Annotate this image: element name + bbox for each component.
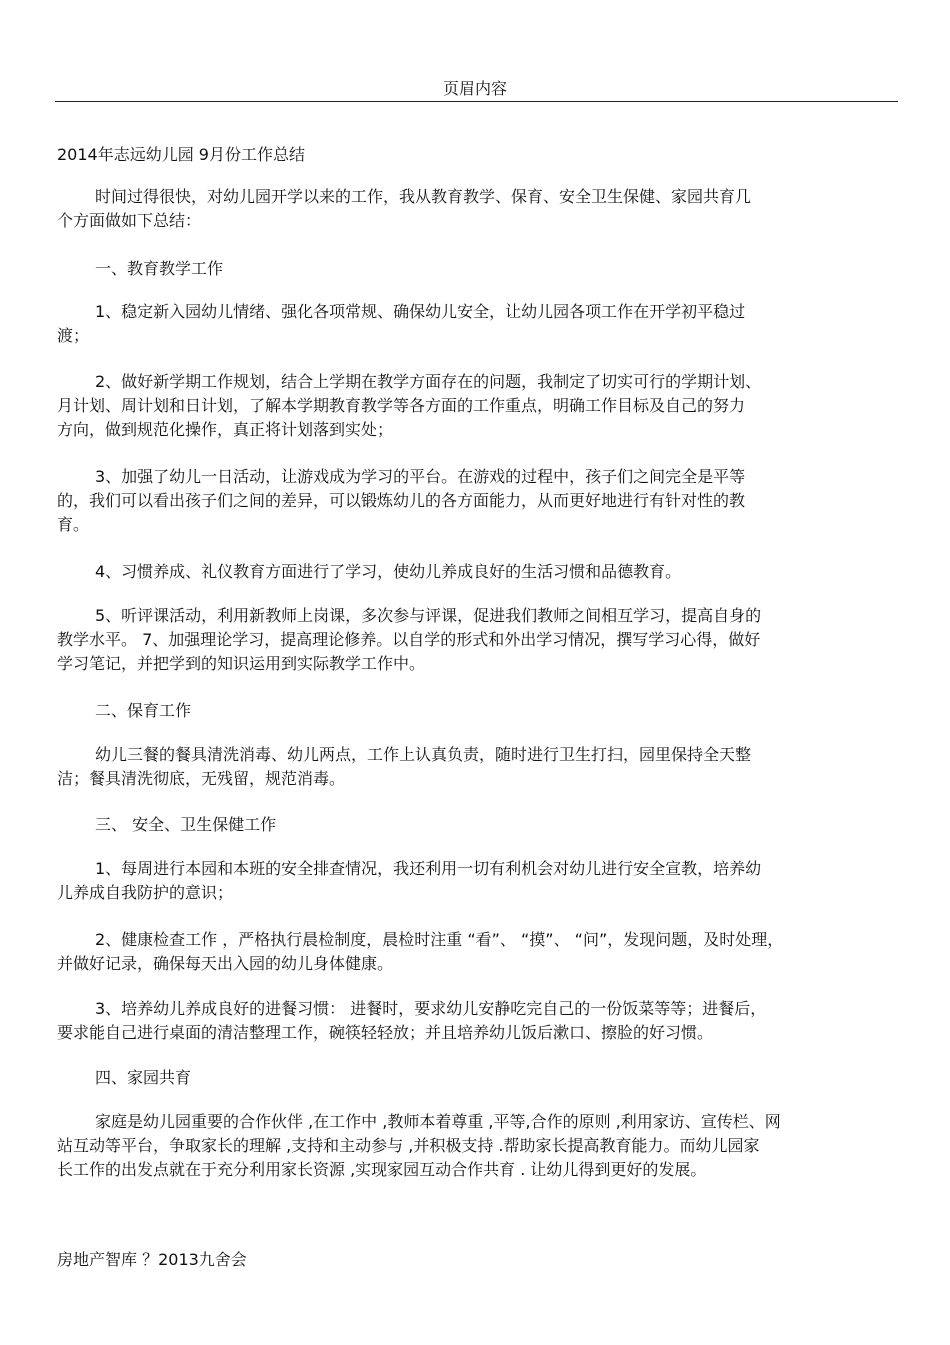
paragraph-line: 3、加强了幼儿一日活动，让游戏成为学习的平台。在游戏的过程中，孩子们之间完全是平等 bbox=[95, 467, 746, 486]
paragraph-line: 洁；餐具清洗彻底，无残留，规范消毒。 bbox=[57, 769, 346, 788]
section-2-paragraph bbox=[57, 743, 887, 791]
section-4-paragraph bbox=[57, 1110, 887, 1182]
paragraph-line: 的，我们可以看出孩子们之间的差异，可以锻炼幼儿的各方面能力，从而更好地进行有针对性的教 bbox=[57, 491, 746, 510]
paragraph-line: 3、培养幼儿养成良好的进餐习惯： 进餐时，要求幼儿安静吃完自己的一份饭菜等等；进餐后， bbox=[95, 999, 767, 1018]
paragraph-line: 育。 bbox=[57, 515, 90, 534]
paragraph-line: 并做好记录，确保每天出入园的幼儿身体健康。 bbox=[57, 954, 394, 973]
section-1-item-2 bbox=[57, 370, 887, 442]
section-2-heading: 二、保育工作 bbox=[95, 701, 192, 720]
paragraph-line: 渡； bbox=[57, 326, 90, 345]
paragraph-line: 学习笔记，并把学到的知识运用到实际教学工作中。 bbox=[57, 654, 426, 673]
intro-paragraph bbox=[57, 185, 887, 233]
section-3-item-2 bbox=[57, 928, 887, 976]
section-3-item-1 bbox=[57, 857, 887, 905]
section-1-item-5 bbox=[57, 604, 887, 676]
paragraph-line: 月计划、周计划和日计划，了解本学期教育教学等各方面的工作重点，明确工作目标及自己的努力 bbox=[57, 396, 746, 415]
intro-line: 个方面做如下总结： bbox=[57, 211, 202, 230]
section-heading bbox=[57, 813, 887, 837]
page-footer-text: 房地产智库 ？2013九舍会 bbox=[57, 1250, 247, 1269]
paragraph-line: 1、每周进行本园和本班的安全排查情况，我还利用一切有利机会对幼儿进行安全宣教，培养幼 bbox=[95, 859, 762, 878]
paragraph-line: 要求能自己进行桌面的清洁整理工作，碗筷轻轻放；并且培养幼儿饭后漱口、擦脸的好习惯。 bbox=[57, 1023, 714, 1042]
document-title: 2014年志远幼儿园 9月份工作总结 bbox=[57, 145, 305, 164]
paragraph-line: 长工作的出发点就在于充分利用家长资源 ,实现家园互动合作共育 . 让幼儿得到更好的发展。 bbox=[57, 1160, 707, 1179]
section-1-item-1 bbox=[57, 300, 887, 348]
header-divider bbox=[55, 101, 898, 102]
section-4-heading: 四、家园共育 bbox=[95, 1068, 192, 1087]
paragraph-line: 2、做好新学期工作规划，结合上学期在教学方面存在的问题，我制定了切实可行的学期计划、 bbox=[95, 372, 762, 391]
paragraph-line: 家庭是幼儿园重要的合作伙伴 ,在工作中 ,教师本着尊重 ,平等,合作的原则 ,利用家访、宣传栏、网 bbox=[95, 1112, 781, 1131]
paragraph-line: 教学水平。 7、加强理论学习，提高理论修养。以自学的形式和外出学习情况，撰写学习心得，做好 bbox=[57, 630, 761, 649]
paragraph-line: 幼儿三餐的餐具清洗消毒、幼儿两点，工作上认真负责，随时进行卫生打扫，园里保持全天整 bbox=[95, 745, 752, 764]
intro-line: 时间过得很快，对幼儿园开学以来的工作，我从教育教学、保育、安全卫生保健、家园共育几 bbox=[95, 187, 752, 206]
section-3-item-3 bbox=[57, 997, 887, 1045]
paragraph-line: 儿养成自我防护的意识； bbox=[57, 883, 234, 902]
section-heading bbox=[57, 1066, 887, 1090]
paragraph-line: 4、习惯养成、礼仪教育方面进行了学习，使幼儿养成良好的生活习惯和品德教育。 bbox=[95, 562, 682, 581]
section-1-heading: 一、教育教学工作 bbox=[95, 259, 224, 278]
section-1-item-3 bbox=[57, 465, 887, 537]
section-3-heading: 三、 安全、卫生保健工作 bbox=[95, 815, 277, 834]
paragraph-line: 1、稳定新入园幼儿情绪、强化各项常规、确保幼儿安全，让幼儿园各项工作在开学初平稳过 bbox=[95, 302, 746, 321]
page-header-text: 页眉内容 bbox=[442, 79, 507, 98]
paragraph-line: 站互动等平台，争取家长的理解 ,支持和主动参与 ,并积极支持 .帮助家长提高教育能力。而幼儿园家 bbox=[57, 1136, 760, 1155]
paragraph-line: 2、健康检查工作 ，严格执行晨检制度，晨检时注重 “看”、 “摸”、 “问”，发现问题，及时处理， bbox=[95, 930, 784, 949]
section-heading bbox=[57, 257, 887, 281]
section-heading bbox=[57, 699, 887, 723]
paragraph-line: 方向，做到规范化操作，真正将计划落到实处； bbox=[57, 420, 394, 439]
paragraph-line: 5、听评课活动，利用新教师上岗课，多次参与评课，促进我们教师之间相互学习，提高自身的 bbox=[95, 606, 762, 625]
section-1-item-4 bbox=[57, 560, 887, 584]
